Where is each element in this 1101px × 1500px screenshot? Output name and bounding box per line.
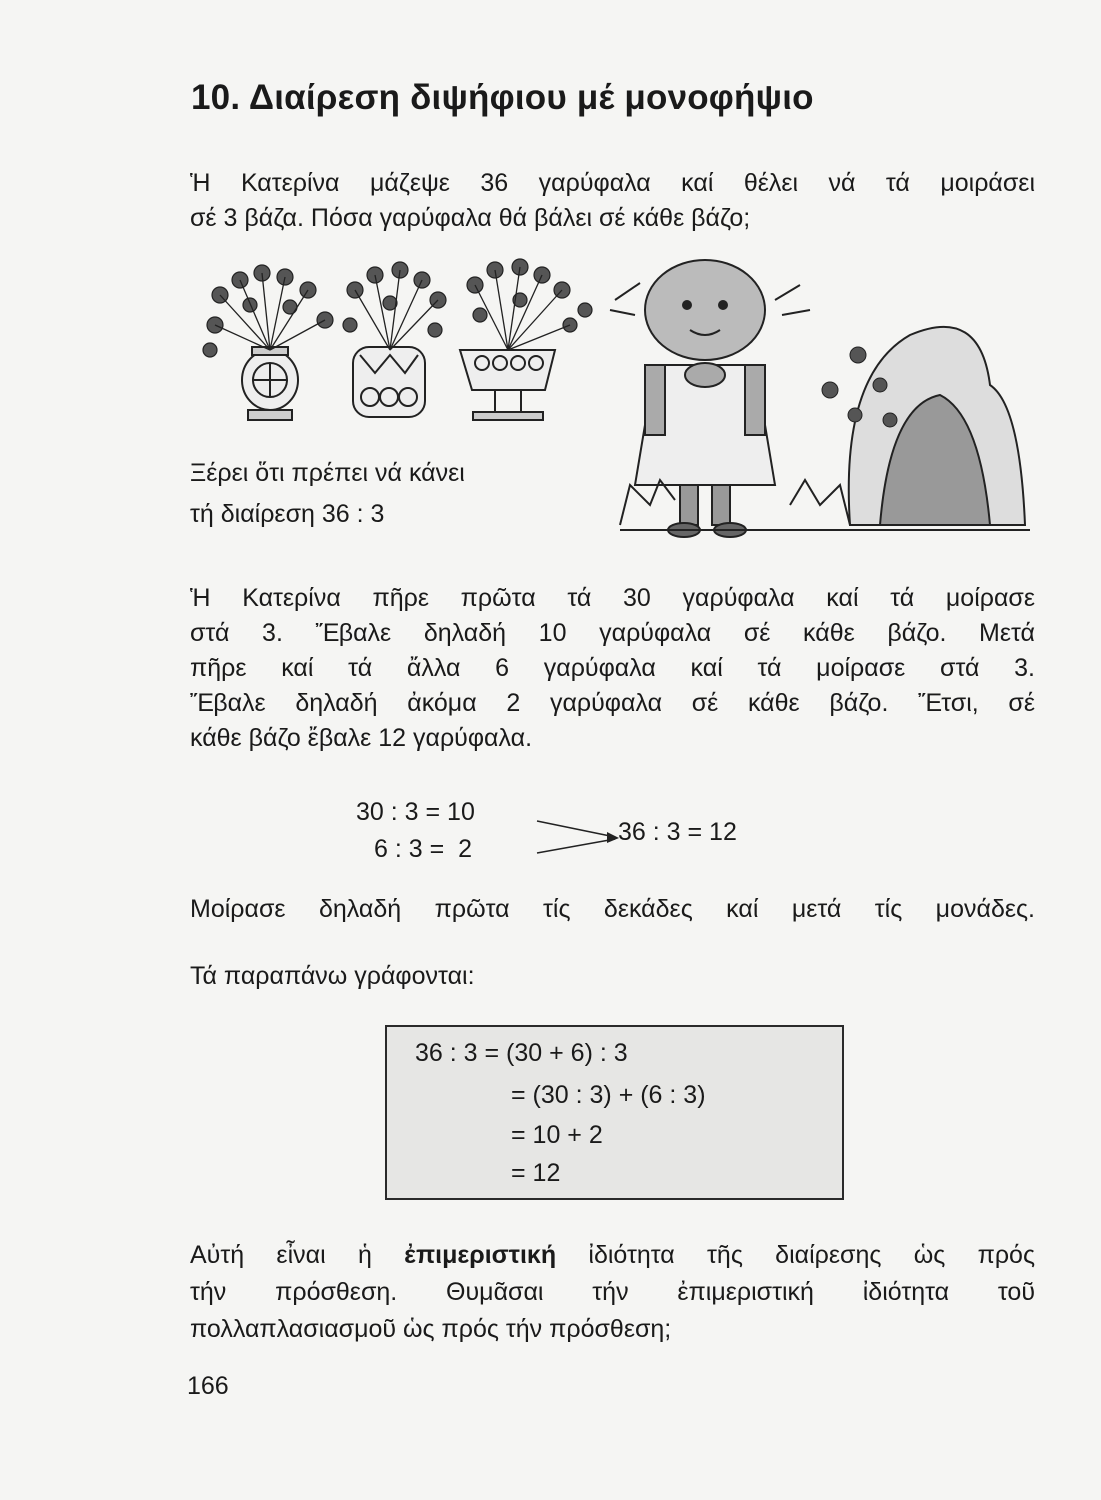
explanation-line-4: Ἔβαλε δηλαδή ἀκόμα 2 γαρύφαλα σέ κάθε βάζο. Ἔτσι, σέ [190, 689, 1035, 717]
explanation-paragraph [190, 581, 1035, 756]
equation-units: 6 : 3 = 2 [374, 835, 472, 863]
vase-square-with-flowers [353, 347, 425, 417]
conclusion-paragraph [190, 1237, 1035, 1348]
written-as-text: Τά παραπάνω γράφονται: [190, 962, 475, 990]
equation-tens: 30 : 3 = 10 [356, 798, 475, 826]
illustration-caption [190, 456, 465, 532]
caption-line-1: Ξέρει ὅτι πρέπει νά κάνει [190, 459, 465, 487]
intro-paragraph [190, 166, 1035, 236]
page-title: 10. Διαίρεση διψήφιου μέ μονοφήψιο [191, 78, 814, 117]
explanation-line-2: στά 3. Ἔβαλε δηλαδή 10 γαρύφαλα σέ κάθε βάζο. Μετά [190, 619, 1035, 647]
box-line-4: = 12 [511, 1159, 561, 1187]
explanation-line-3: πῆρε καί τά ἄλλα 6 γαρύφαλα καί τά μοίρασε στά 3. [190, 654, 1035, 682]
page-number: 166 [187, 1372, 229, 1400]
intro-line-2: σέ 3 βάζα. Πόσα γαρύφαλα θά βάλει σέ κάθε βάζο; [190, 204, 751, 232]
caption-line-2: τή διαίρεση 36 : 3 [190, 500, 385, 528]
vase-round-with-flowers [242, 347, 298, 420]
distributive-equation-box [385, 1025, 844, 1200]
summary-text: Μοίρασε δηλαδή πρῶτα τίς δεκάδες καί μετά τίς μονάδες. [190, 895, 1035, 923]
conclusion-line-1-end: ἰδιότητα τῆς διαίρεσης ὡς πρός [556, 1241, 1035, 1269]
intro-line-1: Ἡ Κατερίνα μάζεψε 36 γαρύφαλα καί θέλει νά τά μοιράσει [190, 169, 1035, 197]
arrows-icon [535, 815, 625, 860]
explanation-line-5: κάθε βάζο ἔβαλε 12 γαρύφαλα. [190, 724, 533, 752]
conclusion-line-1-start: Αὐτή εἶναι ἡ [190, 1241, 405, 1269]
distributive-term: ἐπιμεριστική [404, 1241, 557, 1269]
explanation-line-1: Ἡ Κατερίνα πῆρε πρῶτα τά 30 γαρύφαλα καί τά μοίρασε [190, 584, 1035, 612]
equation-result: 36 : 3 = 12 [618, 818, 737, 846]
vase-bowl-with-flowers [460, 350, 555, 420]
conclusion-line-3: πολλαπλασιασμοῦ ὡς πρός τήν πρόσθεση; [190, 1315, 672, 1343]
box-line-1: 36 : 3 = (30 + 6) : 3 [415, 1039, 628, 1067]
conclusion-line-1 [190, 1237, 1035, 1274]
box-line-3: = 10 + 2 [511, 1121, 603, 1149]
conclusion-line-2: τήν πρόσθεση. Θυμᾶσαι τήν ἐπιμεριστική ἰδιότητα τοῦ [190, 1278, 1035, 1306]
box-line-2: = (30 : 3) + (6 : 3) [511, 1081, 706, 1109]
